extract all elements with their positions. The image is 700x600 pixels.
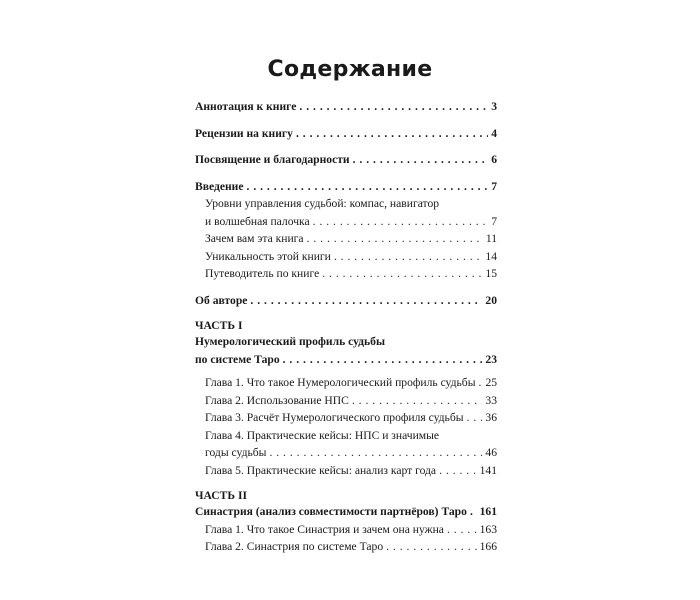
toc-entry-label: Аннотация к книге	[195, 100, 297, 113]
dot-leader	[447, 521, 477, 539]
toc-entry-label: Глава 3. Расчёт Нумерологического профиля судьбы	[205, 411, 464, 424]
toc-entry-label: Глава 2. Использование НПС	[205, 393, 349, 407]
toc-entry-dedication[interactable]	[195, 151, 497, 169]
toc-entry-label: Зачем вам эта книга	[205, 232, 304, 245]
toc-chapter-1-1[interactable]	[195, 374, 497, 392]
dot-leader	[283, 351, 483, 369]
toc-entry-label: Введение	[195, 179, 244, 193]
toc-chapter-1-4[interactable]	[195, 427, 497, 462]
toc-page-number: 7	[491, 179, 497, 193]
toc-page-number: 163	[479, 522, 497, 536]
dot-leader	[352, 392, 483, 410]
dot-leader	[439, 462, 477, 480]
toc-subentry-guide[interactable]	[195, 265, 497, 283]
toc-chapter-2-2[interactable]	[195, 538, 497, 556]
toc-entry-label: Глава 5. Практические кейсы: анализ карт года	[205, 463, 437, 477]
toc-entry-label: Глава 1. Что такое Нумерологический профиль судьбы	[205, 376, 476, 389]
toc-page-number: 166	[479, 540, 497, 553]
toc-entry-author[interactable]	[195, 292, 497, 310]
table-of-contents	[195, 98, 497, 556]
toc-page-number: 11	[485, 232, 497, 245]
toc-page-number: 7	[491, 214, 497, 228]
toc-subentry-why[interactable]	[195, 230, 497, 248]
toc-entry-label: Об авторе	[195, 293, 248, 307]
toc-entry-label: по системе Таро	[195, 352, 280, 366]
toc-entry-label: Путеводитель по книге	[205, 267, 320, 280]
toc-chapter-1-3[interactable]	[195, 409, 497, 427]
toc-page-number: 15	[485, 267, 497, 280]
dot-leader	[386, 538, 476, 556]
toc-entry-label-line1: Уровни управления судьбой: компас, навигатор	[205, 197, 440, 210]
toc-page-number: 161	[479, 505, 497, 518]
toc-chapter-2-1[interactable]	[195, 521, 497, 539]
dot-leader	[334, 248, 483, 266]
dot-leader	[307, 230, 483, 248]
dot-leader	[250, 292, 482, 310]
part-1-title-line1: Нумерологический профиль судьбы	[195, 335, 386, 348]
toc-entry-reviews[interactable]	[195, 125, 497, 143]
toc-page-number: 46	[485, 446, 497, 459]
dot-leader	[313, 213, 489, 231]
toc-entry-label: Рецензии на книгу	[195, 126, 293, 140]
dot-leader	[269, 444, 482, 462]
toc-chapter-1-5[interactable]	[195, 462, 497, 480]
toc-entry-annotation[interactable]	[195, 98, 497, 116]
dot-leader	[299, 98, 488, 116]
toc-subentry-uniqueness[interactable]	[195, 248, 497, 266]
toc-page-number: 25	[485, 376, 497, 389]
dot-leader	[467, 409, 483, 427]
part-1-heading: ЧАСТЬ I	[195, 319, 243, 332]
toc-page-number: 23	[485, 352, 497, 366]
toc-entry-part-2[interactable]	[195, 503, 497, 521]
toc-entry-part-1[interactable]	[195, 351, 497, 369]
toc-page-number: 6	[491, 153, 497, 166]
toc-chapter-1-2[interactable]	[195, 392, 497, 410]
toc-page-number: 3	[491, 100, 497, 113]
toc-page-number: 36	[485, 411, 497, 424]
toc-entry-label: годы судьбы	[205, 446, 267, 459]
toc-entry-label: Посвящение и благодарности	[195, 153, 350, 166]
toc-page-number: 4	[491, 126, 497, 140]
toc-entry-label: Синастрия (анализ совместимости партнёров) Таро	[195, 505, 467, 518]
toc-entry-label: Глава 1. Что такое Синастрия и зачем она нужна	[205, 522, 444, 536]
dot-leader	[296, 125, 488, 143]
toc-entry-label: и волшебная палочка	[205, 214, 310, 228]
dot-leader	[353, 151, 489, 169]
toc-page-number: 141	[479, 463, 497, 477]
toc-entry-label-line1: Глава 4. Практические кейсы: НПС и значимые	[205, 428, 440, 442]
part-2-heading: ЧАСТЬ II	[195, 489, 247, 502]
toc-subentry-levels[interactable]	[195, 195, 497, 230]
toc-entry-intro[interactable]	[195, 178, 497, 196]
toc-page-number: 33	[485, 393, 497, 407]
page-title: Содержание	[267, 57, 433, 82]
dot-leader	[470, 503, 477, 521]
dot-leader	[247, 178, 489, 196]
toc-entry-label: Глава 2. Синастрия по системе Таро	[205, 540, 384, 553]
toc-page-number: 20	[485, 293, 497, 307]
dot-leader	[322, 265, 482, 283]
toc-entry-label: Уникальность этой книги	[205, 249, 331, 263]
toc-page-number: 14	[485, 249, 497, 263]
